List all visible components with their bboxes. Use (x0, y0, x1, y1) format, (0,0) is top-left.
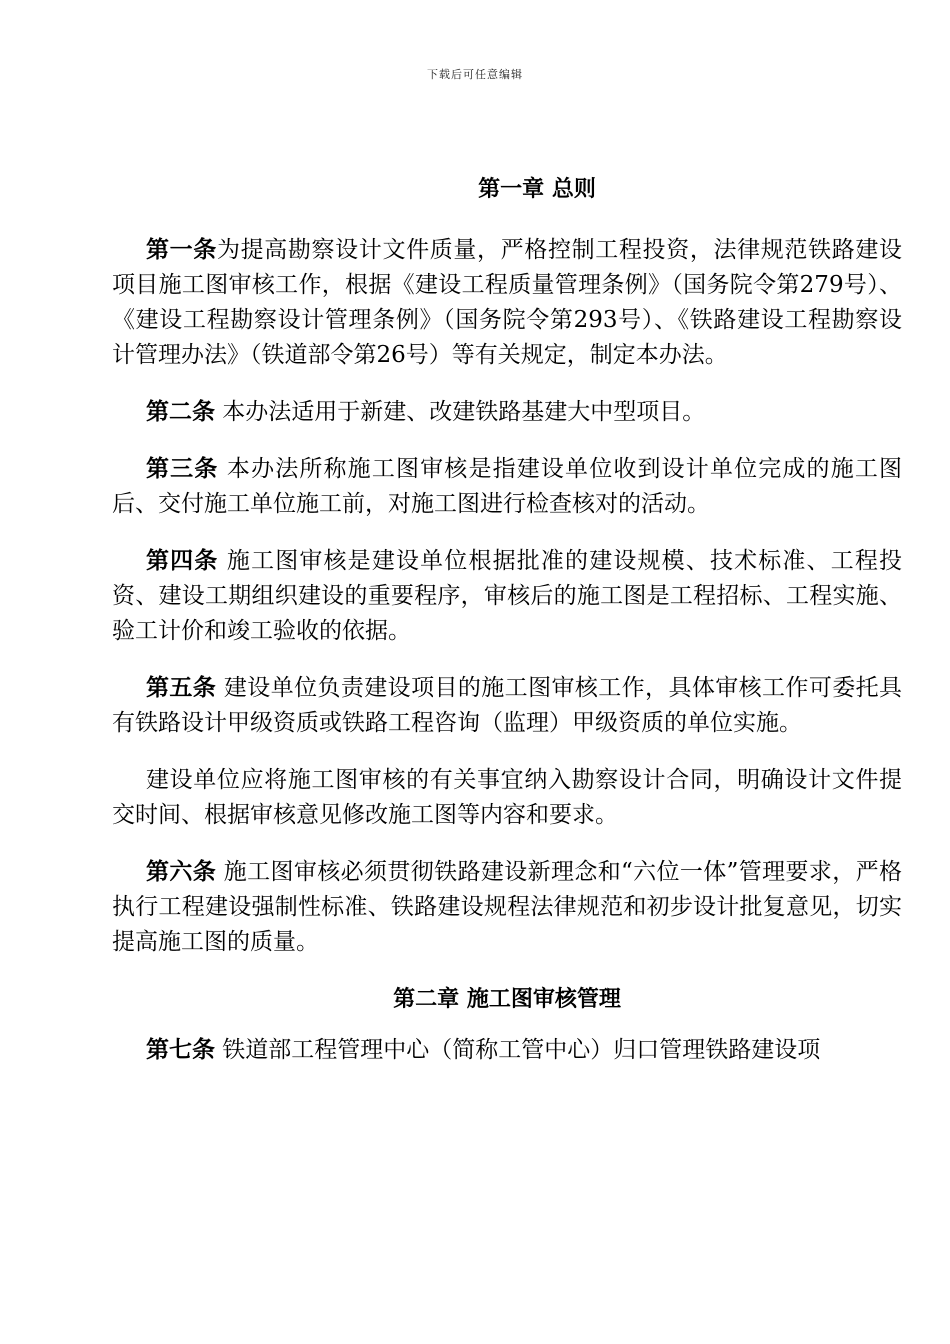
article-paragraph (112, 1033, 902, 1068)
article-paragraph (112, 671, 902, 741)
article-number: 第六条 (146, 859, 217, 885)
article-number: 第三条 (146, 456, 219, 482)
header-note: 下载后可任意编辑 (427, 68, 523, 81)
article-text: 施工图审核必须贯彻铁路建设新理念和“六位一体”管理要求，严格执行工程建设强制性标准、铁路建设规程法律规范和初步设计批复意见，切实提高施工图的质量。 (112, 859, 903, 955)
article-paragraph (112, 855, 902, 960)
article-text: 本办法所称施工图审核是指建设单位收到设计单位完成的施工图后、交付施工单位施工前，对施工图进行检查核对的活动。 (112, 456, 903, 517)
document-body (112, 172, 902, 1090)
article-number: 第七条 (146, 1037, 215, 1063)
article-number: 第四条 (146, 548, 219, 574)
article-number: 第一条 (146, 237, 217, 263)
article-text: 铁道部工程管理中心（简称工管中心）归口管理铁路建设项 (215, 1037, 821, 1063)
article-number: 第五条 (146, 675, 217, 701)
chapter-title: 第二章 施工图审核管理 (393, 987, 621, 1012)
article-text: 建设单位应将施工图审核的有关事宜纳入勘察设计合同，明确设计文件提交时间、根据审核意见修改施工图等内容和要求。 (112, 767, 902, 828)
article-text: 建设单位负责建设项目的施工图审核工作，具体审核工作可委托具有铁路设计甲级资质或铁路工程咨询（监理）甲级资质的单位实施。 (112, 675, 903, 736)
article-text: 施工图审核是建设单位根据批准的建设规模、技术标准、工程投资、建设工期组织建设的重要程序，审核后的施工图是工程招标、工程实施、验工计价和竣工验收的依据。 (112, 548, 903, 644)
article-paragraph (112, 763, 902, 833)
article-paragraph (112, 233, 902, 373)
article-text: 本办法适用于新建、改建铁路基建大中型项目。 (215, 399, 706, 425)
chapter-title: 第一章 总则 (478, 177, 596, 202)
article-paragraph (112, 544, 902, 649)
article-paragraph (112, 395, 902, 430)
article-number: 第二条 (146, 399, 215, 425)
article-text: 为提高勘察设计文件质量，严格控制工程投资，法律规范铁路建设项目施工图审核工作，根据《建设工程质量管理条例》（国务院令第279号）、《建设工程勘察设计管理条例》（国务院令第293号）、《铁路建设工程勘察设计管理办法》（铁道部令第26号）等有关规定，制定本办法。 (112, 237, 903, 368)
article-paragraph (112, 452, 902, 522)
